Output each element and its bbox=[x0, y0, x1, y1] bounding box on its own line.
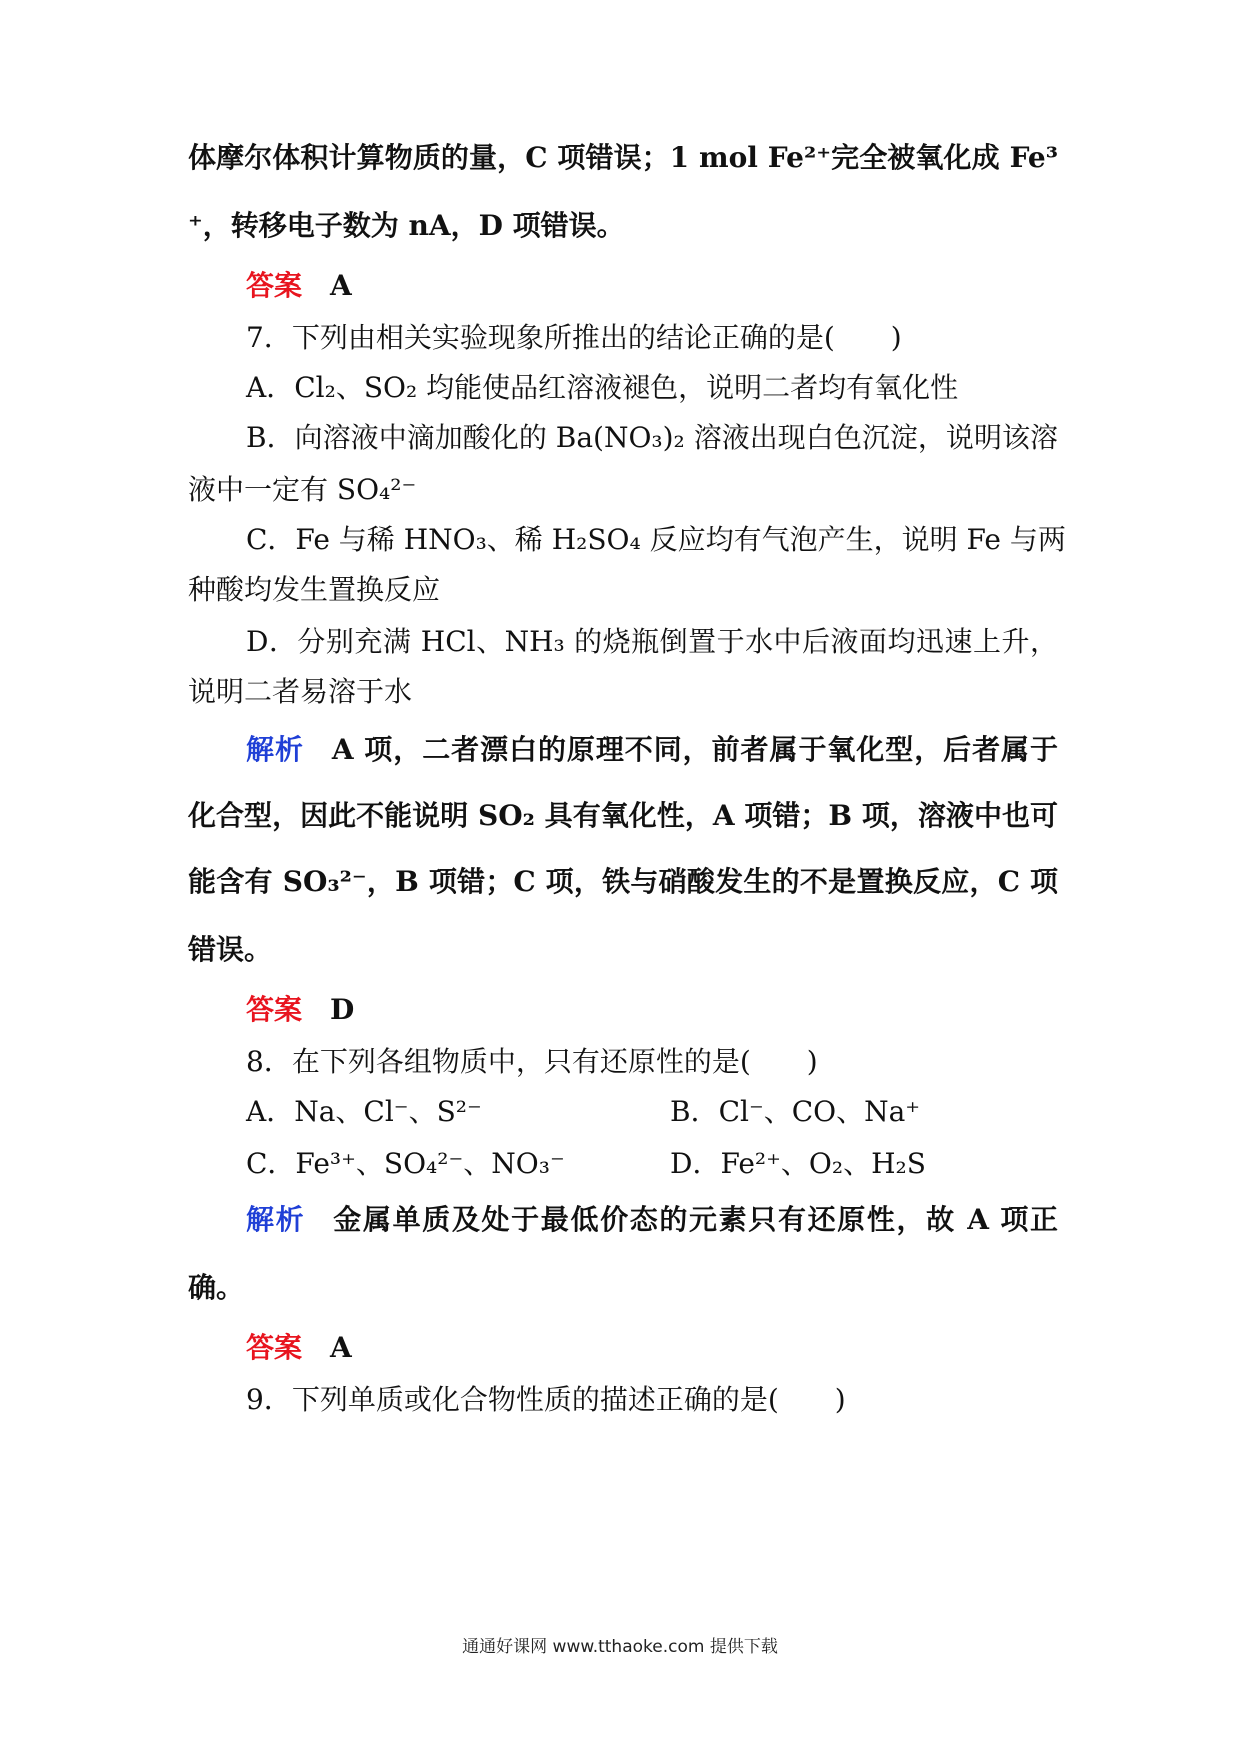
answer-line bbox=[246, 266, 1058, 306]
text-line: ⁺，转移电子数为 nA，D 项错误。 bbox=[188, 209, 625, 242]
page-footer: 通通好课网 www.tthaoke.com 提供下载 bbox=[462, 1637, 778, 1657]
text-line: 确。 bbox=[188, 1271, 245, 1304]
option-8b: B．Cl⁻、CO、Na⁺ bbox=[670, 1095, 921, 1128]
explanation-label: 解析 bbox=[246, 1203, 306, 1236]
answer-label: 答案 bbox=[246, 1331, 303, 1364]
option-8a: A．Na、Cl⁻、S²⁻ bbox=[246, 1095, 482, 1128]
option-8c: C．Fe³⁺、SO₄²⁻、NO₃⁻ bbox=[246, 1147, 565, 1180]
option-7b-cont: 液中一定有 SO₄²⁻ bbox=[188, 473, 417, 506]
text-line: 能含有 SO₃²⁻，B 项错；C 项，铁与硝酸发生的不是置换反应，C 项 bbox=[188, 865, 1058, 898]
question-7: 7．下列由相关实验现象所推出的结论正确的是( ) bbox=[246, 321, 902, 354]
text-line: 错误。 bbox=[188, 933, 273, 966]
text-line: 体摩尔体积计算物质的量，C 项错误；1 mol Fe²⁺完全被氧化成 Fe³ bbox=[188, 141, 1058, 174]
answer-value: A bbox=[330, 269, 352, 302]
option-7c-cont: 种酸均发生置换反应 bbox=[188, 573, 441, 606]
explanation-8: 解析 金属单质及处于最低价态的元素只有还原性，故 A 项正 bbox=[246, 1203, 1058, 1236]
answer-label: 答案 bbox=[246, 993, 303, 1026]
answer-value: D bbox=[330, 993, 355, 1026]
option-7b: B．向溶液中滴加酸化的 Ba(NO₃)₂ 溶液出现白色沉淀，说明该溶 bbox=[246, 421, 1058, 454]
explanation-7: 解析 A 项，二者漂白的原理不同，前者属于氧化型，后者属于 bbox=[246, 733, 1058, 766]
option-7a: A．Cl₂、SO₂ 均能使品红溶液褪色，说明二者均有氧化性 bbox=[246, 371, 959, 404]
question-8: 8．在下列各组物质中，只有还原性的是( ) bbox=[246, 1045, 818, 1078]
answer-value: A bbox=[330, 1331, 352, 1364]
question-9: 9．下列单质或化合物性质的描述正确的是( ) bbox=[246, 1383, 846, 1416]
answer-line bbox=[246, 1328, 1058, 1368]
text-line: 化合型，因此不能说明 SO₂ 具有氧化性，A 项错；B 项，溶液中也可 bbox=[188, 799, 1058, 832]
option-7d: D．分别充满 HCl、NH₃ 的烧瓶倒置于水中后液面均迅速上升， bbox=[246, 625, 1058, 658]
option-7d-cont: 说明二者易溶于水 bbox=[188, 675, 413, 708]
answer-line bbox=[246, 990, 1058, 1030]
option-7c: C．Fe 与稀 HNO₃、稀 H₂SO₄ 反应均有气泡产生，说明 Fe 与两 bbox=[246, 523, 1066, 556]
option-8d: D．Fe²⁺、O₂、H₂S bbox=[670, 1147, 926, 1180]
answer-label: 答案 bbox=[246, 269, 303, 302]
explanation-label: 解析 bbox=[246, 733, 304, 766]
